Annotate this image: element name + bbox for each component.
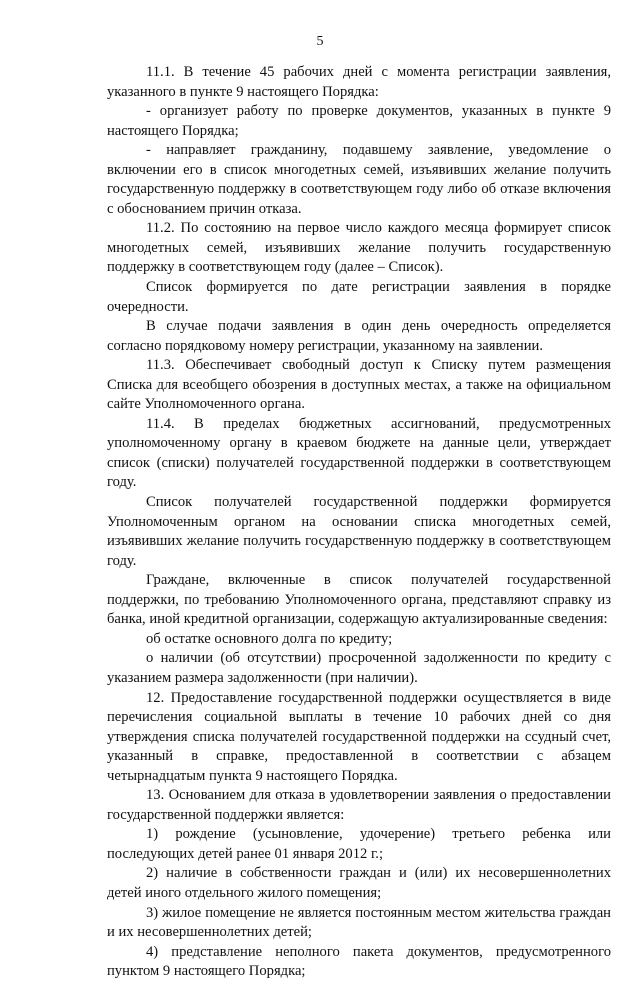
paragraph-11-4: 11.4. В пределах бюджетных ассигнований, предусмотренных уполномоченному органу в краевом бюджете на данные цели, утверждает список (списки) получателей государственной поддержки в соответствующем году. [107,415,611,491]
paragraph-11-3: 11.3. Обеспечивает свободный доступ к Списку путем размещения Списка для всеобщего обозрения в доступных местах, а также на официальном сайте Уполномоченного органа. [107,357,611,413]
paragraph-13-item-3: 3) жилое помещение не является постоянным местом жительства граждан и их несовершеннолетних детей; [107,904,611,941]
paragraph-list-order: Список формируется по дате регистрации заявления в порядке очередности. [107,279,611,315]
paragraph-11-1-item-notify: - направляет гражданину, подавшему заявление, уведомление о включении его в список многодетных семей, изъявивших желание получить государственную поддержку в соответствующем году либо об отказе включения с обоснованием причин отказа. [107,142,611,217]
paragraph-overdue-debt: о наличии (об отсутствии) просроченной задолженности по кредиту с указанием размера задолженности (при наличии). [107,650,611,686]
paragraph-13-item-1: 1) рождение (усыновление, удочерение) третьего ребенка или последующих детей ранее 01 января 2012 г.; [107,826,611,862]
paragraph-13-item-2: 2) наличие в собственности граждан и (или) их несовершеннолетних детей иного отдельного жилого помещения; [107,865,611,901]
paragraph-same-day: В случае подачи заявления в один день очередность определяется согласно порядковому номеру регистрации, указанному на заявлении. [107,318,611,354]
paragraph-13-item-4: 4) представление неполного пакета документов, предусмотренного пунктом 9 настоящего Порядка; [107,943,611,980]
paragraph-recipients-list: Список получателей государственной поддержки формируется Уполномоченным органом на основании списка многодетных семей, изъявивших желание получить государственную поддержку в соответствующем году. [107,494,611,569]
document-body [107,63,611,982]
paragraph-11-1-item-check: - организует работу по проверке документов, указанных в пункте 9 настоящего Порядка; [107,103,611,139]
paragraph-12: 12. Предоставление государственной поддержки осуществляется в виде перечисления социальной выплаты в течение 10 рабочих дней со дня утверждения списка получателей государственной поддержки на ссудный счет, указанный в справке, предоставленной в соответствии с абзацем четырнадцатым пункта 9 настоящего Порядка. [107,689,611,784]
paragraph-11-2: 11.2. По состоянию на первое число каждого месяца формирует список многодетных семей, изъявивших желание получить государственную поддержку в соответствующем году (далее – Список). [107,220,611,276]
paragraph-13: 13. Основанием для отказа в удовлетворении заявления о предоставлении государственной поддержки является: [107,787,611,823]
page-number: 5 [316,34,324,49]
paragraph-bank-certificate: Граждане, включенные в список получателей государственной поддержки, по требованию Уполномоченного органа, представляют справку из банка, иной кредитной организации, содержащую актуализированные сведения: [107,572,611,628]
paragraph-11-1: 11.1. В течение 45 рабочих дней с момента регистрации заявления, указанного в пункте 9 настоящего Порядка: [107,64,611,100]
paragraph-debt-balance: об остатке основного долга по кредиту; [146,630,393,647]
